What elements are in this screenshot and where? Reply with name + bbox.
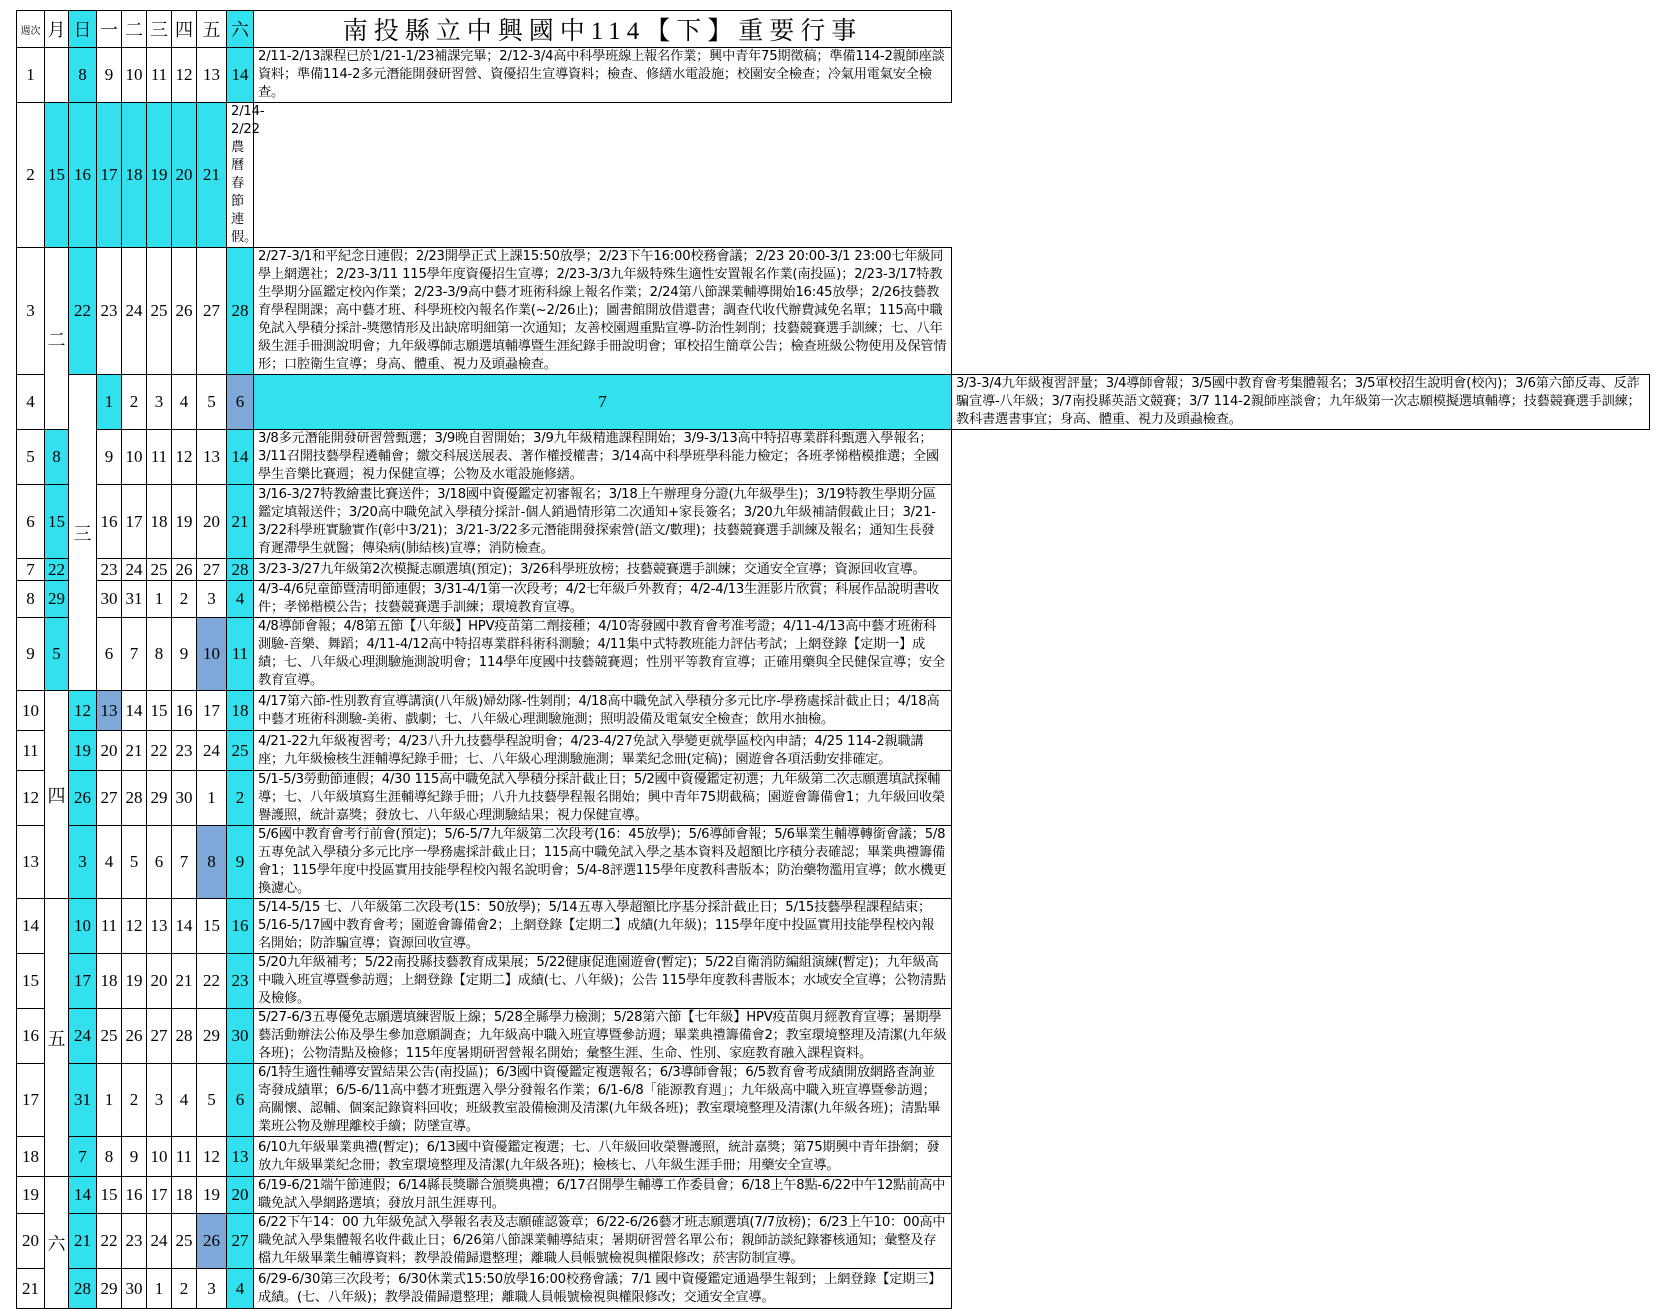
date-cell: 19 xyxy=(197,1177,227,1214)
week-events: 2/11-2/13課程已於1/21-1/23補課完畢；2/12-3/4高中科學班線上報名作業；興中青年75期徵稿；準備114-2親師座談資料；準備114-2多元潛能開發研習營、資優招生宣導資料；檢查、修繕水電設施；校園安全檢查；冷氣用電氣安全檢查。 xyxy=(254,48,952,103)
week-events: 6/1特生適性輔導安置結果公告(南投區)；6/3國中資優鑑定複選報名；6/3導師會報；6/5教育會考成績開放網路查詢並寄發成績單；6/5-6/11高中藝才班甄選入學分發報名作業；6/1-6/8「能源教育週」；九年級高中職入班宣導暨參訪週；高關懷、認輔、個案記錄資料回收；班級教室設備檢測及清潔(九年級各班)；教室環境整理及清潔(九年級各班)；清點畢業班公物及辦理離校手續；防墜宣導。 xyxy=(254,1064,952,1137)
week-number: 21 xyxy=(17,1269,45,1309)
date-cell: 1 xyxy=(197,771,227,826)
date-cell: 12 xyxy=(197,1137,227,1177)
week-events: 5/20九年級補考；5/22南投縣技藝教育成果展；5/22健康促進園遊會(暫定)；5/22自衛消防編組演練(暫定)；九年級高中職入班宣導暨參訪週；上網登錄【定期二】成績(七、八年級)；公告 115學年度教科書版本；水域安全宣導；公物清點及檢修。 xyxy=(254,954,952,1009)
date-cell: 28 xyxy=(69,1269,97,1309)
date-cell: 18 xyxy=(172,1177,197,1214)
weekday-header-wed: 三 xyxy=(147,11,172,48)
week-number: 7 xyxy=(17,559,45,581)
week-row xyxy=(17,826,1650,899)
week-number: 17 xyxy=(17,1064,45,1137)
date-cell: 5 xyxy=(197,1064,227,1137)
month-cell: 二 xyxy=(45,248,69,430)
date-cell: 11 xyxy=(147,430,172,485)
date-cell: 9 xyxy=(172,618,197,691)
week-number: 19 xyxy=(17,1177,45,1214)
date-cell: 7 xyxy=(69,1137,97,1177)
date-cell: 5 xyxy=(122,826,147,899)
date-cell: 2 xyxy=(122,1064,147,1137)
date-cell: 25 xyxy=(147,248,172,375)
date-cell: 14 xyxy=(172,899,197,954)
date-cell: 12 xyxy=(172,430,197,485)
date-cell: 2 xyxy=(122,375,147,430)
date-cell: 29 xyxy=(197,1009,227,1064)
date-cell: 13 xyxy=(227,1137,254,1177)
date-cell: 27 xyxy=(197,559,227,581)
date-cell: 25 xyxy=(227,731,254,771)
date-cell: 18 xyxy=(97,954,122,1009)
date-cell: 16 xyxy=(97,485,122,559)
weekday-header-sat: 六 xyxy=(227,11,254,48)
date-cell: 8 xyxy=(45,430,69,485)
date-cell: 18 xyxy=(227,691,254,731)
week-events: 6/29-6/30第三次段考；6/30休業式15:50放學16:00校務會議；7/1 國中資優鑑定通過學生報到；上網登錄【定期三】成績。(七、八年級)；教學設備歸還整理；離職人員帳號檢視與權限修改；交通安全宣導。 xyxy=(254,1269,952,1309)
date-cell: 29 xyxy=(97,1269,122,1309)
weekday-header-fri: 五 xyxy=(197,11,227,48)
date-cell: 21 xyxy=(122,731,147,771)
date-cell: 19 xyxy=(69,731,97,771)
date-cell: 18 xyxy=(147,485,172,559)
week-events: 3/16-3/27特教繪畫比賽送件；3/18國中資優鑑定初審報名；3/18上午辦理身分證(九年級學生)；3/19特教生學期分區鑑定填報送件；3/20高中職免試入學積分採計-個人銷過情形第二次通知+家長簽名；3/20九年級補請假截止日；3/21-3/22科學班實驗實作(彰中3/21)；3/21-3/22多元潛能開發探索營(語文/數理)；技藝競賽選手訓練及報名；通知生長發育遲滯學生就醫；傳染病(肺結核)宣導；消防檢查。 xyxy=(254,485,952,559)
date-cell: 27 xyxy=(97,771,122,826)
date-cell: 23 xyxy=(97,248,122,375)
date-cell: 11 xyxy=(172,1137,197,1177)
week-events: 2/14-2/22農曆春節連假。 xyxy=(227,103,254,248)
date-cell: 15 xyxy=(147,691,172,731)
date-cell: 16 xyxy=(122,1177,147,1214)
date-cell: 21 xyxy=(197,103,227,248)
weekday-header-mon: 一 xyxy=(97,11,122,48)
date-cell: 16 xyxy=(69,103,97,248)
date-cell: 14 xyxy=(227,48,254,103)
date-cell: 9 xyxy=(97,48,122,103)
week-number: 16 xyxy=(17,1009,45,1064)
week-number: 18 xyxy=(17,1137,45,1177)
date-cell: 10 xyxy=(122,430,147,485)
date-cell: 24 xyxy=(122,559,147,581)
week-events: 3/23-3/27九年級第2次模擬志願選填(預定)；3/26科學班放榜；技藝競賽選手訓練；交通安全宣導；資源回收宣導。 xyxy=(254,559,952,581)
week-row xyxy=(17,375,1650,430)
date-cell: 20 xyxy=(172,103,197,248)
date-cell: 4 xyxy=(172,1064,197,1137)
month-cell: 六 xyxy=(45,1177,69,1309)
week-row xyxy=(17,1064,1650,1137)
date-cell: 24 xyxy=(147,1214,172,1269)
date-cell: 6 xyxy=(227,1064,254,1137)
date-cell: 17 xyxy=(147,1177,172,1214)
week-row xyxy=(17,1177,1650,1214)
date-cell: 19 xyxy=(122,954,147,1009)
week-row xyxy=(17,899,1650,954)
date-cell: 1 xyxy=(97,1064,122,1137)
date-cell: 4 xyxy=(172,375,197,430)
date-cell: 27 xyxy=(227,1214,254,1269)
date-cell: 29 xyxy=(147,771,172,826)
date-cell: 4 xyxy=(227,581,254,618)
week-row xyxy=(17,103,1650,248)
week-number: 6 xyxy=(17,485,45,559)
date-cell: 7 xyxy=(172,826,197,899)
date-cell: 12 xyxy=(69,691,97,731)
date-cell: 31 xyxy=(122,581,147,618)
week-number: 3 xyxy=(17,248,45,375)
week-row xyxy=(17,48,1650,103)
weekday-header-thu: 四 xyxy=(172,11,197,48)
date-cell: 8 xyxy=(197,826,227,899)
week-events: 6/22下午14：00 九年級免試入學報名表及志願確認簽章；6/22-6/26藝才班志願選填(7/7放榜)；6/23上午10：00高中職免試入學集體報名收件截止日；6/26第八節課業輔導結束；暑期研習營名單公布；親師訪談紀錄審核通知；彙整及存檔九年級畢業生輔導資料；教學設備歸還整理；離職人員帳號檢視與權限修改；菸害防制宣導。 xyxy=(254,1214,952,1269)
date-cell: 11 xyxy=(147,48,172,103)
date-cell: 15 xyxy=(97,1177,122,1214)
date-cell: 28 xyxy=(122,771,147,826)
date-cell: 11 xyxy=(227,618,254,691)
week-number: 12 xyxy=(17,771,45,826)
date-cell: 17 xyxy=(69,954,97,1009)
date-cell: 28 xyxy=(227,248,254,375)
date-cell: 6 xyxy=(147,826,172,899)
date-cell: 22 xyxy=(197,954,227,1009)
date-cell: 14 xyxy=(69,1177,97,1214)
date-cell: 26 xyxy=(69,771,97,826)
week-number: 8 xyxy=(17,581,45,618)
date-cell: 24 xyxy=(69,1009,97,1064)
date-cell: 13 xyxy=(97,691,122,731)
week-row xyxy=(17,1137,1650,1177)
week-row xyxy=(17,954,1650,1009)
date-cell: 30 xyxy=(172,771,197,826)
date-cell: 13 xyxy=(147,899,172,954)
week-number: 14 xyxy=(17,899,45,954)
week-number: 2 xyxy=(17,103,45,248)
week-events: 6/10九年級畢業典禮(暫定)；6/13國中資優鑑定複選；七、八年級回收榮譽護照，統計嘉獎；第75期興中青年掛網；發放九年級畢業紀念冊；教室環境整理及清潔(九年級各班)；檢核七、八年級生涯手冊；用藥安全宣導。 xyxy=(254,1137,952,1177)
week-row xyxy=(17,1009,1650,1064)
date-cell: 22 xyxy=(97,1214,122,1269)
date-cell: 1 xyxy=(147,1269,172,1309)
weekday-header-sun: 日 xyxy=(69,11,97,48)
week-events: 6/19-6/21端午節連假；6/14縣長獎聯合頒獎典禮；6/17召開學生輔導工作委員會；6/18上午8點-6/22中午12點前高中職免試入學網路選填；發放月訊生涯專刊。 xyxy=(254,1177,952,1214)
date-cell: 15 xyxy=(197,899,227,954)
date-cell: 9 xyxy=(97,430,122,485)
date-cell: 2 xyxy=(172,1269,197,1309)
week-row xyxy=(17,731,1650,771)
date-cell: 25 xyxy=(147,559,172,581)
date-cell: 20 xyxy=(97,731,122,771)
date-cell: 17 xyxy=(97,103,122,248)
date-cell: 21 xyxy=(172,954,197,1009)
month-cell: 五 xyxy=(45,899,69,1177)
week-number: 9 xyxy=(17,618,45,691)
date-cell: 21 xyxy=(69,1214,97,1269)
weeks-body xyxy=(17,48,1650,1309)
date-cell: 26 xyxy=(122,1009,147,1064)
week-events: 4/21-22九年級複習考；4/23八升九技藝學程說明會；4/23-4/27免試入學變更就學區校內申請；4/25 114-2親職講座；九年級檢核生涯輔導紀錄手冊；七、八年級心理測驗施測；畢業紀念冊(定稿)；園遊會各項活動安排確定。 xyxy=(254,731,952,771)
date-cell: 8 xyxy=(147,618,172,691)
week-events: 5/6國中教育會考行前會(預定)；5/6-5/7九年級第二次段考(16：45放學)；5/6導師會報；5/6畢業生輔導轉銜會議；5/8五專免試入學積分多元比序一學務處採計截止日；115高中職免試入學之基本資料及超額比序積分表確認；畢業典禮籌備會1；115學年度中投區實用技能學程校內報名說明會；5/4-8評選115學年度教科書版本；防治藥物濫用宣導；飲水機更換濾心。 xyxy=(254,826,952,899)
date-cell: 24 xyxy=(197,731,227,771)
date-cell: 1 xyxy=(97,375,122,430)
date-cell: 19 xyxy=(172,485,197,559)
date-cell: 25 xyxy=(97,1009,122,1064)
week-row xyxy=(17,1214,1650,1269)
week-row xyxy=(17,691,1650,731)
week-events: 3/8多元潛能開發研習營甄選；3/9晚自習開始；3/9九年級精進課程開始；3/9-3/13高中特招專業群科甄選入學報名；3/11召開技藝學程遴輔會；繳交科展送展表、著作權授權書；3/14高中科學班學科能力檢定；各班孝悌楷模推選；全國學生音樂比賽週；視力保健宣導；公物及水電設施修繕。 xyxy=(254,430,952,485)
week-row xyxy=(17,485,1650,559)
date-cell: 28 xyxy=(227,559,254,581)
date-cell: 22 xyxy=(45,559,69,581)
date-cell: 8 xyxy=(69,48,97,103)
date-cell: 7 xyxy=(122,618,147,691)
month-cell-empty xyxy=(45,48,69,103)
week-number: 13 xyxy=(17,826,45,899)
date-cell: 23 xyxy=(227,954,254,1009)
date-cell: 12 xyxy=(172,48,197,103)
date-cell: 25 xyxy=(172,1214,197,1269)
date-cell: 8 xyxy=(97,1137,122,1177)
date-cell: 5 xyxy=(45,618,69,691)
date-cell: 20 xyxy=(197,485,227,559)
week-row xyxy=(17,581,1650,618)
date-cell: 15 xyxy=(45,103,69,248)
date-cell: 17 xyxy=(122,485,147,559)
date-cell: 3 xyxy=(197,581,227,618)
date-cell: 1 xyxy=(147,581,172,618)
date-cell: 2 xyxy=(227,771,254,826)
date-cell: 23 xyxy=(172,731,197,771)
week-row xyxy=(17,430,1650,485)
date-cell: 27 xyxy=(197,248,227,375)
date-cell: 4 xyxy=(227,1269,254,1309)
date-cell: 6 xyxy=(227,375,254,430)
week-events: 5/14-5/15 七、八年級第二次段考(15：50放學)；5/14五專入學超額比序基分採計截止日；5/15技藝學程課程結束；5/16-5/17國中教育會考；園遊會籌備會2；上網登錄【定期二】成績(九年級)；115學年度中投區實用技能學程校內報名開始；防詐騙宣導；資源回收宣導。 xyxy=(254,899,952,954)
date-cell: 14 xyxy=(122,691,147,731)
week-number: 10 xyxy=(17,691,45,731)
date-cell: 22 xyxy=(147,731,172,771)
header-row xyxy=(17,11,1650,48)
date-cell: 9 xyxy=(227,826,254,899)
date-cell: 6 xyxy=(97,618,122,691)
date-cell: 23 xyxy=(122,1214,147,1269)
date-cell: 17 xyxy=(197,691,227,731)
month-column-header: 月 xyxy=(45,11,69,48)
week-events: 4/17第六節-性別教育宣導講演(八年級)婦幼隊-性剝削；4/18高中職免試入學積分多元比序-學務處採計截止日；4/18高中藝才班術科測驗-美術、戲劇；七、八年級心理測驗施測；照明設備及電氣安全檢查；飲用水抽檢。 xyxy=(254,691,952,731)
date-cell: 15 xyxy=(45,485,69,559)
date-cell: 24 xyxy=(122,248,147,375)
date-cell: 10 xyxy=(69,899,97,954)
date-cell: 14 xyxy=(227,430,254,485)
date-cell: 16 xyxy=(227,899,254,954)
week-number: 15 xyxy=(17,954,45,1009)
date-cell: 30 xyxy=(122,1269,147,1309)
week-events: 3/3-3/4九年級複習評量；3/4導師會報；3/5國中教育會考集體報名；3/5軍校招生說明會(校內)；3/6第六節反毒、反詐騙宣導-八年級；3/7南投縣英語文競賽；3/7 114-2親師座談會；九年級第一次志願模擬選填輔導；技藝競賽選手訓練；教科書選書事宜；身高、體重、視力及頭蝨檢查。 xyxy=(952,375,1650,430)
date-cell: 2 xyxy=(172,581,197,618)
page-title: 南投縣立中興國中114【下】重要行事 xyxy=(254,11,952,48)
school-calendar-table xyxy=(16,10,1650,1309)
month-cell: 四 xyxy=(45,691,69,899)
week-row xyxy=(17,771,1650,826)
date-cell: 31 xyxy=(69,1064,97,1137)
date-cell: 20 xyxy=(227,1177,254,1214)
date-cell: 11 xyxy=(97,899,122,954)
date-cell: 18 xyxy=(122,103,147,248)
date-cell: 28 xyxy=(172,1009,197,1064)
week-events: 4/8導師會報；4/8第五節【八年級】HPV疫苗第二劑接種；4/10寄發國中教育會考准考證；4/11-4/13高中藝才班術科測驗-音樂、舞蹈；4/11-4/12高中特招專業群科術科測驗；4/11集中式特教班能力評估考試；上網登錄【定期一】成績；七、八年級心理測驗施測說明會；114學年度國中技藝競賽週；性別平等教育宣導；正確用藥與全民健保宣導；安全教育宣導。 xyxy=(254,618,952,691)
week-number: 4 xyxy=(17,375,45,430)
date-cell: 20 xyxy=(147,954,172,1009)
date-cell: 26 xyxy=(197,1214,227,1269)
date-cell: 29 xyxy=(45,581,69,618)
date-cell: 3 xyxy=(147,1064,172,1137)
date-cell: 30 xyxy=(227,1009,254,1064)
week-number: 20 xyxy=(17,1214,45,1269)
date-cell: 10 xyxy=(197,618,227,691)
date-cell: 3 xyxy=(147,375,172,430)
date-cell: 23 xyxy=(97,559,122,581)
date-cell: 9 xyxy=(122,1137,147,1177)
week-events: 4/3-4/6兒童節暨清明節連假；3/31-4/1第一次段考；4/2七年級戶外教育；4/2-4/13生涯影片欣賞；科展作品說明書收件；孝悌楷模公告；技藝競賽選手訓練；環境教育宣導。 xyxy=(254,581,952,618)
week-row xyxy=(17,559,1650,581)
week-number: 1 xyxy=(17,48,45,103)
date-cell: 13 xyxy=(197,48,227,103)
week-row xyxy=(17,1269,1650,1309)
date-cell: 3 xyxy=(69,826,97,899)
date-cell: 26 xyxy=(172,248,197,375)
date-cell: 7 xyxy=(254,375,952,430)
date-cell: 22 xyxy=(69,248,97,375)
date-cell: 3 xyxy=(197,1269,227,1309)
date-cell: 21 xyxy=(227,485,254,559)
date-cell: 5 xyxy=(197,375,227,430)
weekday-header-tue: 二 xyxy=(122,11,147,48)
date-cell: 19 xyxy=(147,103,172,248)
week-events: 5/27-6/3五專優免志願選填練習版上線；5/28全縣學力檢測；5/28第六節【七年級】HPV疫苗與月經教育宣導；暑期學藝活動辦法公佈及學生參加意願調查；九年級高中職入班宣導暨參訪週；畢業典禮籌備會2；教室環境整理及清潔(九年級各班)；公物清點及檢修；115年度暑期研習營報名開始；彙整生涯、生命、性別、家庭教育融入課程資料。 xyxy=(254,1009,952,1064)
date-cell: 4 xyxy=(97,826,122,899)
week-column-header: 週次 xyxy=(17,11,45,48)
date-cell: 16 xyxy=(172,691,197,731)
week-events: 2/27-3/1和平紀念日連假；2/23開學正式上課15:50放學；2/23下午16:00校務會議；2/23 20:00-3/1 23:00七年級同學上網選社；2/23-3/11 115學年度資優招生宣導；2/23-3/3九年級特殊生適性安置報名作業(南投區)；2/23-3/17特教生學期分區鑑定校內作業；2/23-3/9高中藝才班術科線上報名作業；2/24第八節課業輔導開始16:45放學；2/26技藝教育學程開課；高中藝才班、科學班校內報名作業(~2/26止)；圖書館開放借還書；調查代收代辦費減免名單；115高中職免試入學積分採計-獎懲情形及出缺席明細第一次通知；友善校園週重點宣導-防治性剝削；技藝競賽選手訓練；七、八年級生涯手冊測說明會；九年級導師志願選填輔導暨生涯紀錄手冊說明會；軍校招生簡章公告；檢查班級公物使用及保管情形；口腔衛生宣導；身高、體重、視力及頭蝨檢查。 xyxy=(254,248,952,375)
date-cell: 10 xyxy=(147,1137,172,1177)
week-row xyxy=(17,248,1650,375)
date-cell: 12 xyxy=(122,899,147,954)
date-cell: 30 xyxy=(97,581,122,618)
week-events: 5/1-5/3勞動節連假；4/30 115高中職免試入學積分採計截止日；5/2國中資優鑑定初選；九年級第二次志願選填試探輔導；七、八年級填寫生涯輔導紀錄手冊；八升九技藝學程報名開始；興中青年75期截稿；園遊會籌備會1；九年級回收榮譽護照，統計嘉獎；發放七、八年級心理測驗結果；視力保健宣導。 xyxy=(254,771,952,826)
month-cell: 三 xyxy=(69,375,97,691)
week-row xyxy=(17,618,1650,691)
week-number: 11 xyxy=(17,731,45,771)
week-number: 5 xyxy=(17,430,45,485)
date-cell: 26 xyxy=(172,559,197,581)
date-cell: 10 xyxy=(122,48,147,103)
date-cell: 27 xyxy=(147,1009,172,1064)
date-cell: 13 xyxy=(197,430,227,485)
